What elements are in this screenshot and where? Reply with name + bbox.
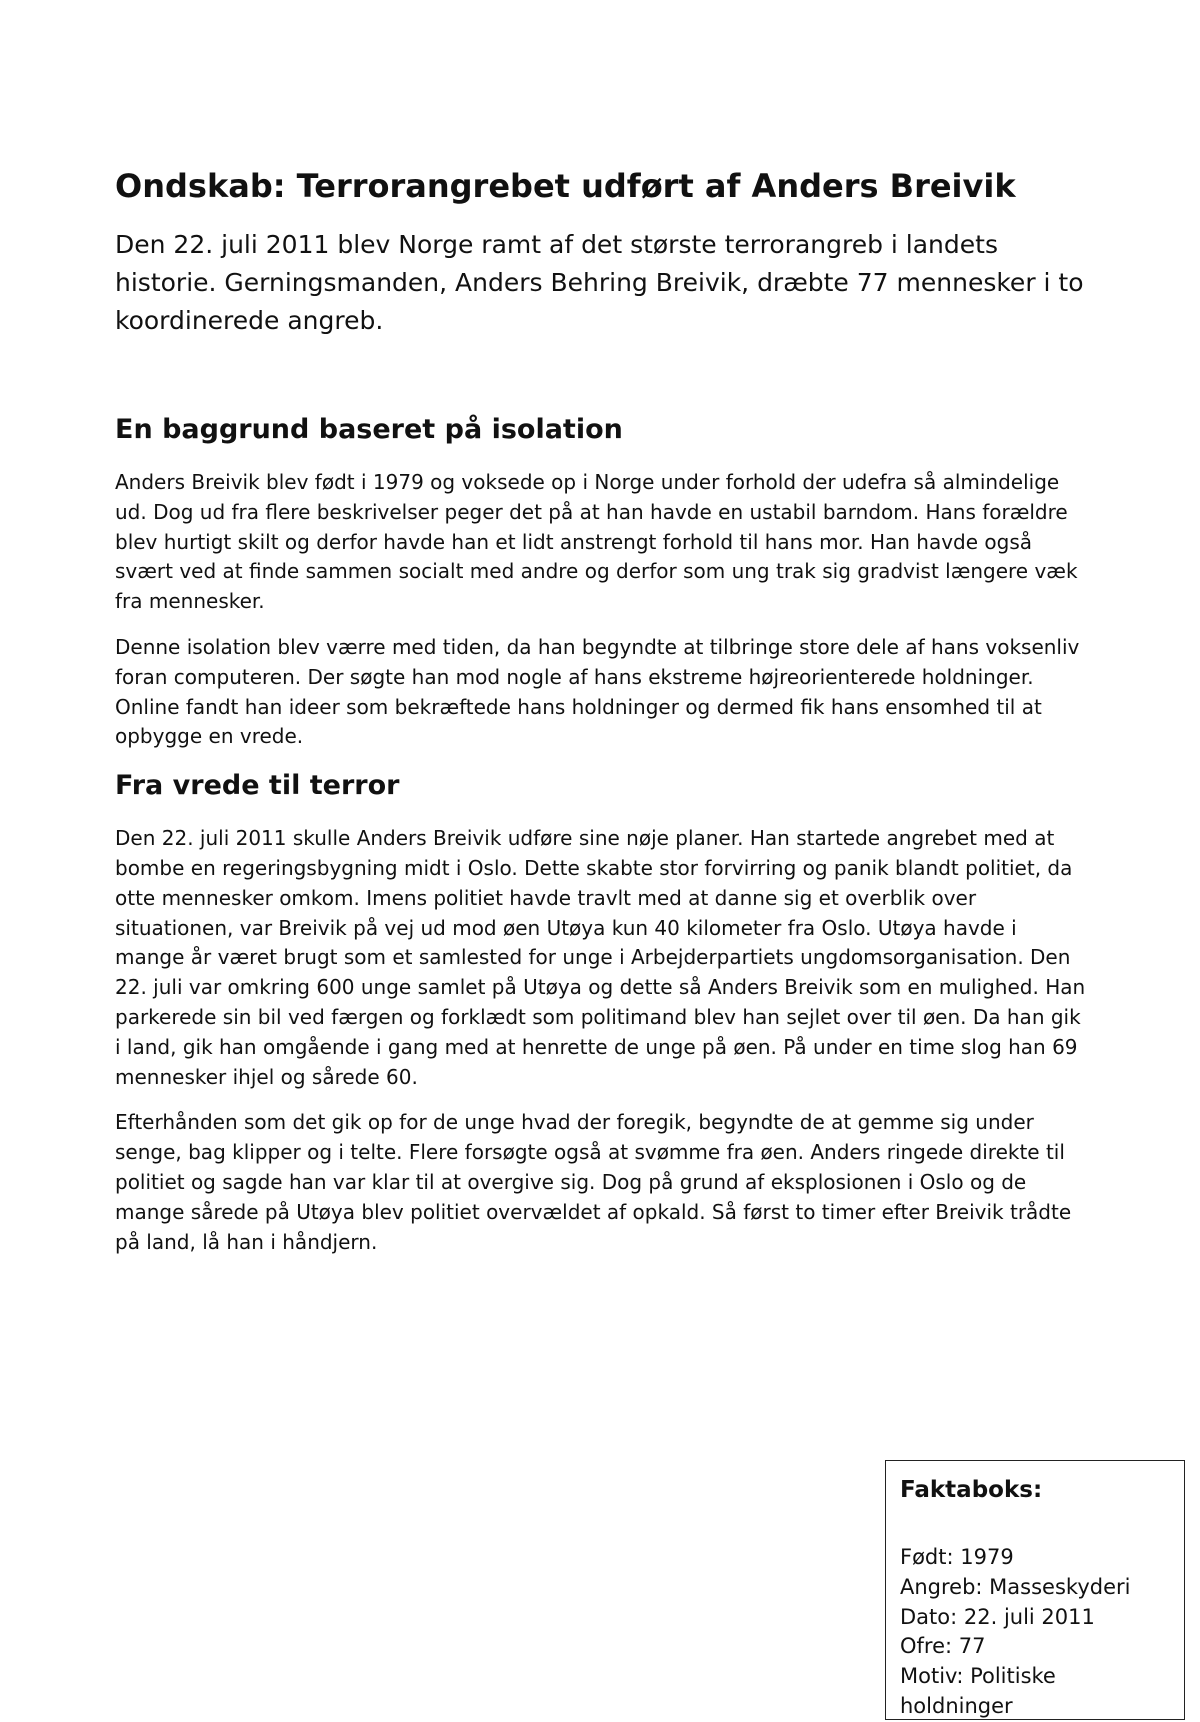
- article: [115, 166, 1090, 1273]
- fact-victims: Ofre: 77: [900, 1634, 986, 1659]
- fact-motive-continued: holdninger: [900, 1693, 1013, 1718]
- section-heading-terror: Fra vrede til terror: [115, 770, 400, 802]
- fact-box: [885, 1460, 1185, 1720]
- article-title: Ondskab: Terrorangrebet udført af Anders Breivik: [115, 167, 1016, 205]
- paragraph-terror-1: Den 22. juli 2011 skulle Anders Breivik udføre sine nøje planer. Han startede angrebet med at bombe en regeringsbygning midt i Oslo. Dette skabte stor forvirring og panik blandt politiet, da otte mennesker omkom. Imens politiet havde travlt med at danne sig et overblik over situationen, var Breivik på vej ud mod øen Utøya kun 40 kilometer fra Oslo. Utøya havde i mange år været brugt som et samlested for unge i Arbejderpartiets ungdomsorganisation. Den 22. juli var omkring 600 unge samlet på Utøya og dette så Anders Breivik som en mulighed. Han parkerede sin bil ved færgen og forklædt som politimand blev han sejlet over til øen. Da han gik i land, gik han omgående i gang med at henrette de unge på øen. På under en time slog han 69 mennesker ihjel og sårede 60.: [115, 826, 1086, 1089]
- paragraph-background-2: Denne isolation blev værre med tiden, da han begyndte at tilbringe store dele af hans voksenliv foran computeren. Der søgte han mod nogle af hans ekstreme højreorienterede holdninger. Online fandt han ideer som bekræftede hans holdninger og dermed fik hans ensomhed til at opbygge en vrede.: [115, 634, 1080, 749]
- fact-box-title: Faktaboks:: [900, 1477, 1043, 1503]
- section-heading-background: En baggrund baseret på isolation: [115, 414, 623, 445]
- paragraph-terror-2: Efterhånden som det gik op for de unge hvad der foregik, begyndte de at gemme sig under senge, bag klipper og i telte. Flere forsøgte også at svømme fra øen. Anders ringede direkte til politiet og sagde han var klar til at overgive sig. Dog på grund af eksplosionen i Oslo og de mange sårede på Utøya blev politiet overvældet af opkald. Så først to timer efter Breivik trådte på land, lå han i håndjern.: [115, 1110, 1072, 1254]
- fact-motive: Motiv: Politiske: [900, 1664, 1056, 1689]
- article-lead: Den 22. juli 2011 blev Norge ramt af det største terrorangreb i landets historie. Gerningsmanden, Anders Behring Breivik, dræbte 77 mennesker i to koordinerede angreb.: [115, 230, 1084, 335]
- fact-attack-type: Angreb: Masseskyderi: [900, 1574, 1131, 1599]
- paragraph-background-1: Anders Breivik blev født i 1979 og voksede op i Norge under forhold der udefra så almindelige ud. Dog ud fra flere beskrivelser peger det på at han havde en ustabil barndom. Hans forældre blev hurtigt skilt og derfor havde han et lidt anstrengt forhold til hans mor. Han havde også svært ved at finde sammen socialt med andre og derfor som ung trak sig gradvist længere væk fra mennesker.: [115, 470, 1078, 614]
- fact-date: Dato: 22. juli 2011: [900, 1604, 1095, 1629]
- fact-born: Født: 1979: [900, 1545, 1014, 1569]
